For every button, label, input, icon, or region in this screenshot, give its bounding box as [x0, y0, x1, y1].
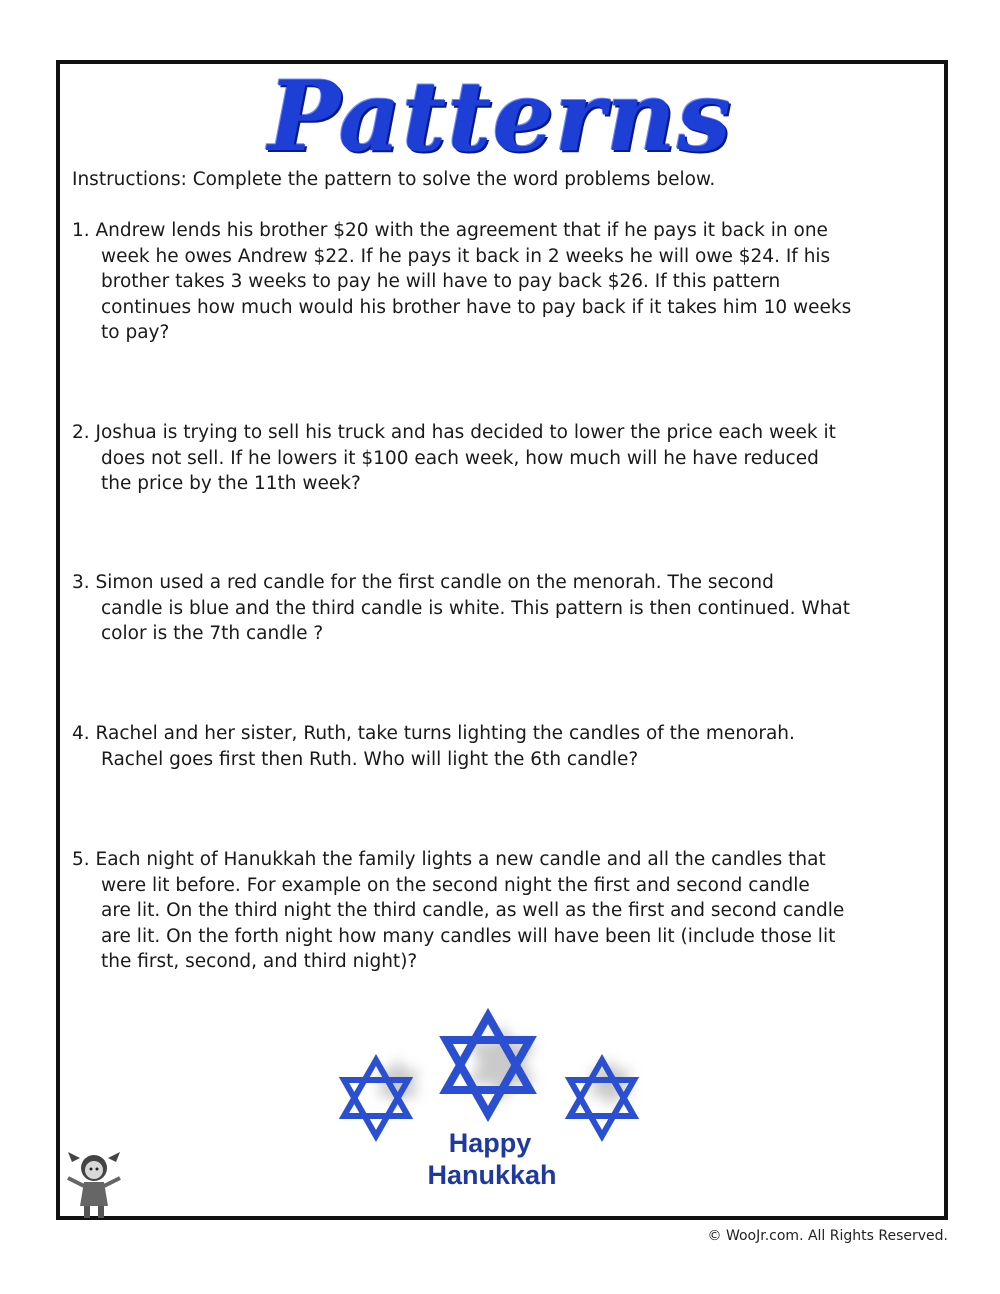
- problem-4: [72, 721, 934, 772]
- problem-line: 1. Andrew lends his brother $20 with the agreement that if he pays it back in one: [72, 220, 828, 241]
- happy-hanukkah-graphic: [320, 980, 665, 1202]
- problem-line: continues how much would his brother have to pay back if it takes him 10 weeks: [101, 296, 852, 318]
- problem-line: candle is blue and the third candle is white. This pattern is then continued. What: [101, 597, 851, 619]
- problem-line: 5. Each night of Hanukkah the family lights a new candle and all the candles that: [72, 849, 826, 870]
- problem-line: brother takes 3 weeks to pay he will have to pay back $26. If this pattern: [101, 271, 781, 292]
- problem-line: are lit. On the forth night how many candles will have been lit (include those lit: [101, 925, 836, 947]
- problem-line: 3. Simon used a red candle for the first candle on the menorah. The second: [72, 572, 774, 593]
- problem-line: 2. Joshua is trying to sell his truck and has decided to lower the price each week it: [72, 422, 836, 443]
- problem-3: [72, 570, 934, 647]
- problem-line: the first, second, and third night)?: [101, 951, 418, 972]
- problem-line: color is the 7th candle ?: [101, 623, 324, 644]
- page-title: Patterns: [268, 60, 732, 173]
- problem-line: were lit before. For example on the second night the first and second candle: [101, 874, 810, 896]
- problem-line: to pay?: [101, 322, 170, 343]
- problem-line: the price by the 11th week?: [101, 473, 361, 494]
- woojr-mascot-logo: [62, 1148, 126, 1222]
- graphic-text-happy: Happy: [448, 1128, 532, 1158]
- instructions-text: Instructions: Complete the pattern to solve the word problems below.: [72, 169, 716, 190]
- problem-line: Rachel goes first then Ruth. Who will light the 6th candle?: [101, 748, 639, 770]
- problem-line: week he owes Andrew $22. If he pays it back in 2 weeks he will owe $24. If his: [101, 245, 831, 267]
- problem-1: [72, 218, 934, 346]
- graphic-text-hanukkah: Hanukkah: [427, 1160, 557, 1190]
- problem-5: [72, 847, 934, 975]
- problem-line: are lit. On the third night the third candle, as well as the first and second candle: [101, 900, 845, 921]
- problem-2: [72, 420, 934, 497]
- problem-line: does not sell. If he lowers it $100 each week, how much will he have reduced: [101, 447, 819, 469]
- problem-line: 4. Rachel and her sister, Ruth, take turns lighting the candles of the menorah.: [72, 723, 795, 744]
- copyright-text: © WooJr.com. All Rights Reserved.: [707, 1228, 948, 1244]
